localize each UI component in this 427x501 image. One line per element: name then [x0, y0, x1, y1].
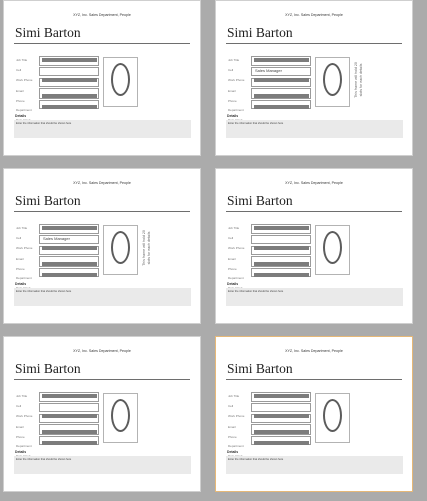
employee-name: Simi Barton: [15, 193, 81, 208]
value-bar: [254, 414, 309, 418]
employee-name: Simi Barton: [227, 193, 293, 208]
header-rule: [14, 43, 190, 44]
value-bar: [254, 226, 309, 230]
employee-card-5: [3, 336, 201, 492]
field-label: Job Title: [228, 58, 240, 62]
details-box: [226, 288, 403, 306]
header-rule: [226, 211, 402, 212]
value-bar: [42, 441, 97, 445]
field-label: Phone: [228, 267, 237, 271]
field-label: Job Title: [16, 58, 28, 62]
header-rule: [14, 379, 190, 380]
field-label: Work Phone: [228, 246, 245, 250]
photo-placeholder-icon: [323, 63, 342, 96]
field-box: [39, 67, 99, 76]
value-bar: [42, 105, 97, 109]
details-box: [14, 456, 191, 474]
value-bar: [254, 441, 309, 445]
value-bar: [42, 262, 97, 266]
details-box: [226, 456, 403, 474]
field-box: [39, 403, 99, 412]
details-label: Details: [227, 114, 239, 118]
header-rule: [226, 379, 402, 380]
value-bar: [42, 246, 97, 250]
value-bar: [42, 226, 97, 230]
field-label: Email: [228, 425, 236, 429]
details-box: [14, 120, 191, 138]
field-label: Job Title: [228, 394, 240, 398]
field-label: Cell: [228, 236, 234, 240]
details-label: Details: [15, 282, 27, 286]
field-label: Cell: [16, 404, 22, 408]
photo-placeholder-icon: [111, 63, 130, 96]
field-label: Cell: [16, 68, 22, 72]
value-bar: [42, 414, 97, 418]
value-bar: [42, 430, 97, 434]
field-label: Email: [228, 257, 236, 261]
field-label: Job Title: [16, 226, 28, 230]
value-bar: [254, 246, 309, 250]
value-bar: [42, 58, 97, 62]
value-bar: [254, 58, 309, 62]
value-bar: [254, 262, 309, 266]
company-line: XYZ, Inc. Sales Department, People: [73, 181, 131, 185]
field-label: Phone: [16, 99, 25, 103]
field-label: Email: [228, 89, 236, 93]
field-label: Cell: [228, 68, 234, 72]
details-box: [14, 288, 191, 306]
field-label: Phone: [228, 99, 237, 103]
value-bar: [42, 94, 97, 98]
details-label: Details: [15, 114, 27, 118]
employee-name: Simi Barton: [227, 361, 293, 376]
company-line: XYZ, Inc. Sales Department, People: [285, 349, 343, 353]
field-label: Work Phone: [16, 246, 33, 250]
details-text: Enter the information that should be shown here: [228, 290, 284, 293]
field-label: Department: [228, 108, 244, 112]
employee-name: Simi Barton: [15, 25, 81, 40]
photo-caption: This frame will hold 20 slots for each details: [354, 62, 363, 98]
value-bar: [42, 394, 97, 398]
field-label: Phone: [228, 435, 237, 439]
photo-placeholder-icon: [323, 399, 342, 432]
value-bar: [254, 430, 309, 434]
photo-frame: [103, 225, 138, 275]
photo-frame: [315, 393, 350, 443]
value-bar: [254, 394, 309, 398]
employee-name: Simi Barton: [227, 25, 293, 40]
company-line: XYZ, Inc. Sales Department, People: [73, 13, 131, 17]
value-bar: [254, 273, 309, 277]
employee-card-4: [215, 168, 413, 324]
field-label: Department: [228, 444, 244, 448]
field-label: Job Title: [228, 226, 240, 230]
field-label: Department: [16, 444, 32, 448]
details-text: Enter the information that should be shown here: [16, 122, 72, 125]
employee-name: Simi Barton: [15, 361, 81, 376]
details-label: Details: [15, 450, 27, 454]
photo-frame: [315, 225, 350, 275]
value-bar: [254, 105, 309, 109]
value-bar: [254, 94, 309, 98]
details-text: Enter the information that should be shown here: [228, 458, 284, 461]
field-label: Job Title: [16, 394, 28, 398]
details-text: Enter the information that should be shown here: [228, 122, 284, 125]
field-label: Email: [16, 257, 24, 261]
field-box: [251, 235, 311, 244]
field-label: Work Phone: [228, 414, 245, 418]
field-label: Work Phone: [16, 414, 33, 418]
employee-card-6[interactable]: [215, 336, 413, 492]
company-line: XYZ, Inc. Sales Department, People: [285, 181, 343, 185]
field-box: [251, 403, 311, 412]
photo-frame: [103, 393, 138, 443]
value-bar: [42, 273, 97, 277]
field-label: Department: [16, 276, 32, 280]
field-label: Cell: [228, 404, 234, 408]
photo-frame: [103, 57, 138, 107]
details-label: Details: [227, 282, 239, 286]
details-box: [226, 120, 403, 138]
photo-placeholder-icon: [111, 399, 130, 432]
field-label: Email: [16, 89, 24, 93]
details-text: Enter the information that should be shown here: [16, 458, 72, 461]
company-line: XYZ, Inc. Sales Department, People: [285, 13, 343, 17]
employee-card-3: [3, 168, 201, 324]
details-label: Details: [227, 450, 239, 454]
photo-placeholder-icon: [323, 231, 342, 264]
photo-placeholder-icon: [111, 231, 130, 264]
value-bar: [42, 78, 97, 82]
job-title-value: Sales Manager: [43, 236, 70, 241]
field-label: Work Phone: [16, 78, 33, 82]
field-label: Work Phone: [228, 78, 245, 82]
value-bar: [254, 78, 309, 82]
header-rule: [226, 43, 402, 44]
details-text: Enter the information that should be shown here: [16, 290, 72, 293]
header-rule: [14, 211, 190, 212]
photo-caption: This frame will hold 20 slots for each details: [142, 230, 151, 266]
employee-card-1: [3, 0, 201, 156]
field-label: Department: [16, 108, 32, 112]
field-label: Cell: [16, 236, 22, 240]
field-label: Phone: [16, 435, 25, 439]
job-title-value: Sales Manager: [255, 68, 282, 73]
employee-card-2: [215, 0, 413, 156]
photo-frame: [315, 57, 350, 107]
company-line: XYZ, Inc. Sales Department, People: [73, 349, 131, 353]
field-label: Department: [228, 276, 244, 280]
field-label: Phone: [16, 267, 25, 271]
field-label: Email: [16, 425, 24, 429]
